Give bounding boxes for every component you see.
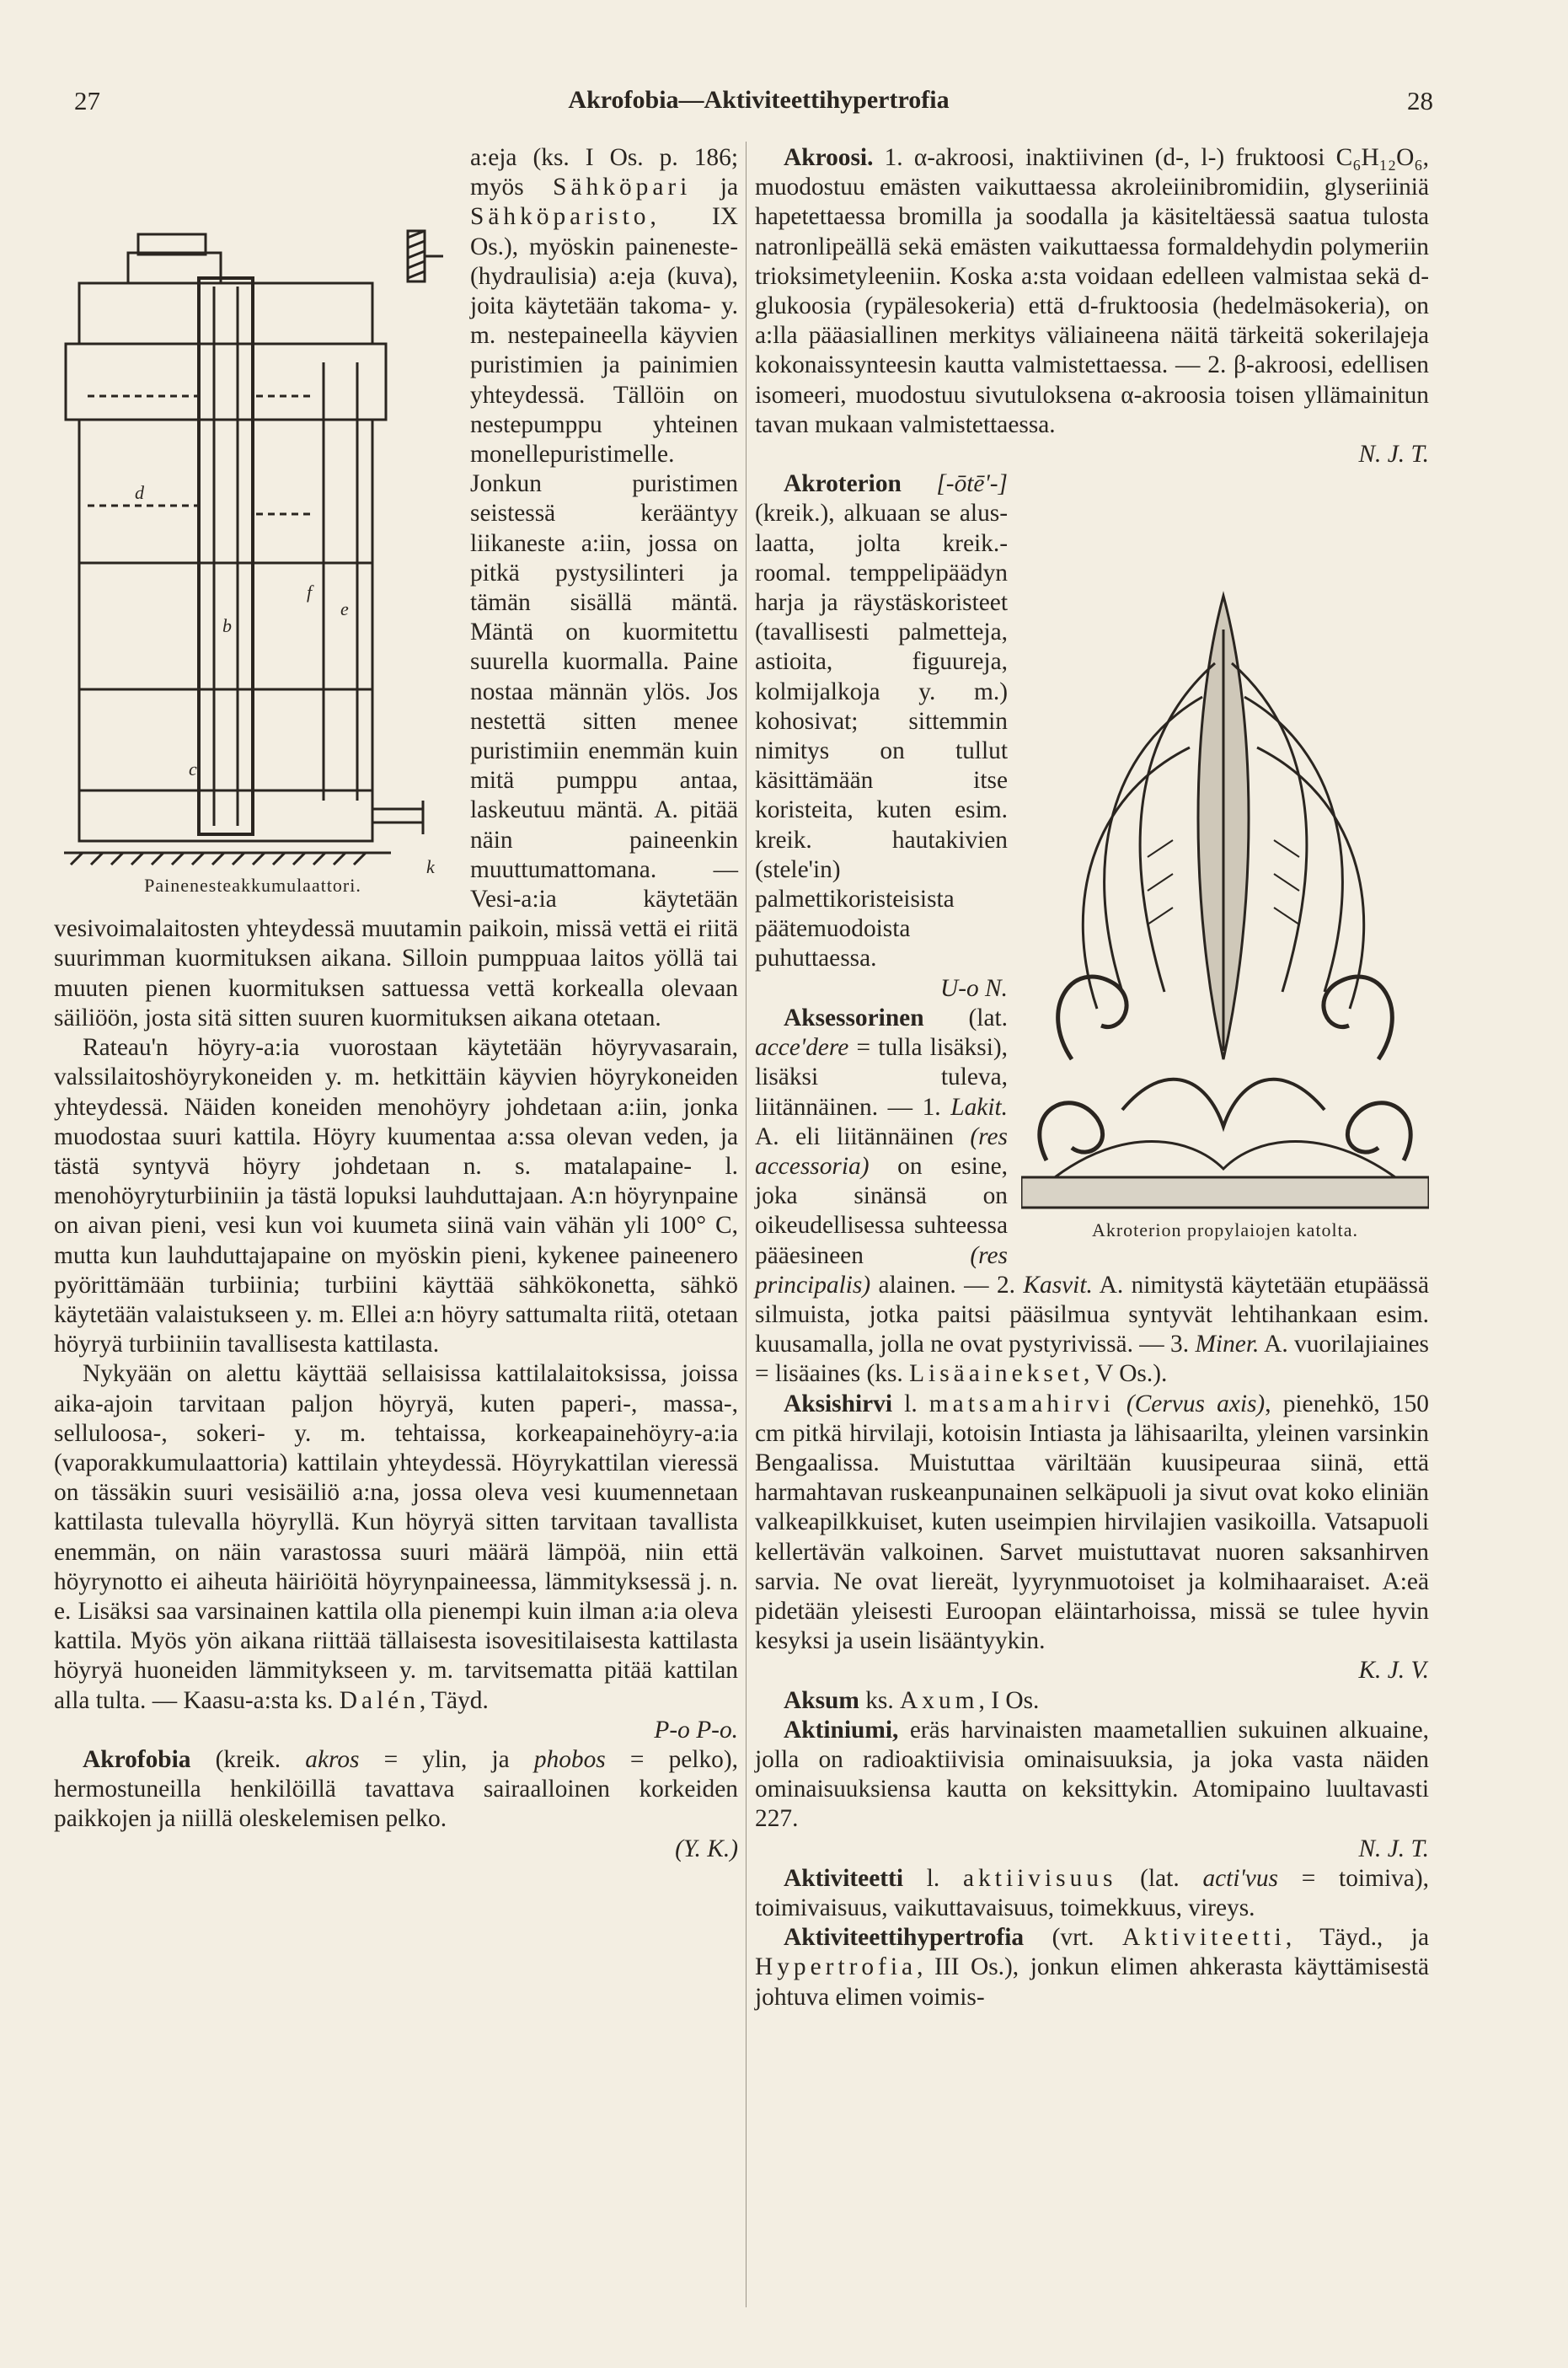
page-number-left: 27 xyxy=(74,86,100,115)
svg-text:e: e xyxy=(340,598,349,619)
signature: N. J. T. xyxy=(1358,441,1429,469)
akroterion-figure xyxy=(1021,469,1429,1243)
signature: N. J. T. xyxy=(1358,1835,1429,1862)
signature: (Y. K.) xyxy=(675,1835,738,1862)
page-number-right: 28 xyxy=(1407,86,1433,115)
entry-aksishirvi: Aksishirvi l. matsamahirvi (Cervus axis), pienehkö, 150 cm pitkä hirvilaji, kotoisin Intiasta ja lähisaarilta, yleinen varsinkin Bengaalissa. Muistuttaa väriltään kuusipeuraa siinä, että harmahtavan ruskeanpunainen selkäpuoli ja sivut ovat koko eliniän valkeapilkkuiset, kuten useimpien hirvilajien vasikoilla. Vatsapuoli kellertävän valkoinen. Sarvet muistuttavat nuoren saksanhirven sarvia. Ne ovat liereät, lyyrynmuotoiset ja kolmihaaraiset. A:eä pidetään yleisesti Euroopan eläintarhoissa, missä se tulee hyvin kesyksi ja usein lisääntyykin. xyxy=(755,1390,1429,1655)
column-divider xyxy=(746,142,747,2307)
entry-akroterion: Akroterion [-ōtē'-] (kreik.), alkuaan se alus-laatta, jolta kreik.-roomal. temppelipäädyn harja ja räystäskoristeet (tavallisesti palmetteja, astioita, figuureja, kolmijalkoja y. m.) kohosivat; sittemmin nimitys on tullut käsittämään itse koristeita, kuten esim. kreik. hautakivien (stele'in) palmettikoristeisista päätemuodoista puhuttaessa. xyxy=(755,470,1008,972)
entry-aksessorinen: Aksessorinen (lat. acce'dere = tulla lisäksi), lisäksi tuleva, liitännäinen. — 1. Lakit. A. eli liitännäinen (res accessoria) on esine, joka sinänsä on oikeudellisessa suhteessa pääesineen (res principalis) alainen. — 2. Kasvit. A. nimitystä käytetään etupäässä silmuista, jotka paitsi pääsilmua syntyvät lehtihankaan esim. kuusamalla, jolla ne ovat pystyrivissä. — 3. Miner. A. vuorilajiaines = lisäaines (ks. Lisäainekset, V Os.). xyxy=(755,1004,1430,1388)
accumulator-caption: Painenesteakkumulaattori. xyxy=(144,875,361,896)
accumulator-figure xyxy=(54,143,452,902)
accumulator-diagram xyxy=(54,143,452,875)
svg-text:b: b xyxy=(222,615,232,636)
entry-aktiviteettihypertrofia: Aktiviteettihypertrofia (vrt. Aktiviteetti, Täyd., ja Hypertrofia, III Os.), jonkun elimen ahkerasta käyttämisestä johtuva elimen voimis- xyxy=(755,1924,1430,2011)
svg-text:f: f xyxy=(307,581,313,603)
paragraph: Rateau'n höyry-a:ia vuorostaan käytetään höyryvasarain, valssilaitoshöyrykoneiden y. m. hetkittäin käyvien höyrykoneiden yhteydessä. Näiden koneiden menohöyry johdetaan a:iin, jonka muodostaa suuri kattila. Höyry kuumentaa a:ssa olevan veden, ja tästä syntyvä höyry johdetaan n. s. matalapaine- l. menohöyryturbiiniin ja tästä lopuksi lauhduttajaan. A:n höyrynpaine on aivan pieni, vesi kun voi kuumeta siinä vain vähän yli 100° C, mutta kun lauhduttajapaine on myöskin pieni, kykenee paineenero pyörittämään turbiinia; turbiini käyttää sähkökonetta, sähkö käytetään valaistukseen y. m. Ellei a:n höyry sattumalta riitä, otetaan höyryä turbiiniin tavallisesta kattilasta. xyxy=(54,1034,738,1358)
akroterion-illustration xyxy=(1021,469,1429,1219)
svg-text:d: d xyxy=(135,482,144,503)
svg-text:k: k xyxy=(426,856,435,875)
signature: U-o N. xyxy=(939,974,1008,1002)
entry-aksum: Aksum ks. Axum, I Os. xyxy=(784,1686,1040,1714)
left-column xyxy=(54,143,738,1864)
paragraph: a:eja (ks. I Os. p. 186; myös Sähköpari ja Sähköparisto, IX Os.), myöskin paineneste- (hydraulisia) a:eja (kuva), joita käytetään takoma- y. m. nestepaineella käyvien puristimien ja painimien yhteydessä. Tällöin on nestepumppu yhteinen monellepuristimelle. Jonkun puristimen seistessä kerääntyy liikaneste a:iin, jossa on pitkä pystysilinteri ja tämän sisällä mäntä. Mäntä on kuormitettu suurella kuormalla. Paine nostaa männän ylös. Jos nestettä sitten menee puristimiin enemmän kuin mitä pumppu antaa, laskeutuu mäntä. A. pitää näin paineenkin muuttumattomana. — Vesi-a:ia käytetään vesivoimalaitosten yhteydessä muutamin paikoin, missä vettä ei riitä suurimman kuormituksen aikana. Silloin pumppuaa laitos yöllä tai muuten pienen kuormituksen sattuessa vettä korkealla olevaan säiliöön, josta sitä sitten suuren kuormituksen aikana otetaan. xyxy=(54,144,738,1031)
entry-aktiviteetti: Aktiviteetti l. aktiivisuus (lat. acti'vus = toimiva), toimivaisuus, vaikuttavaisuus, toimekkuus, vireys. xyxy=(755,1864,1429,1921)
entry-aktiniumi: Aktiniumi, eräs harvinaisten maametallien sukuinen alkuaine, jolla on radioaktiivisia ominaisuuksia, ja joka vasta näiden ominaisuuksiensa kautta on keksittykin. Atomipaino luultavasti 227. xyxy=(755,1716,1429,1833)
paragraph: Nykyään on alettu käyttää sellaisissa kattilalaitoksissa, joissa aika-ajoin tarvitaan paljon höyryä, kuten paperi-, massa-, selluloosa-, sokeri- y. m. tehtaissa, korkeapainehöyry-a:ia (vaporakkumulaattoria) kattilain yhteydessä. Höyrykattilan vieressä on tässäkin suuri vesisäiliö a:na, jossa oleva vesi kuumennetaan kattilasta tulevalla höyryllä. Kun höyryä sitten tarvitaan tavallista enemmän, on näin varastossa suuri määrä lämpöä, niin että höyrynotto ei aiheuta häiriöitä höyrynpaineessa, lämmityksessä j. n. e. Lisäksi saa varsinainen kattila olla pienempi kuin ilman a:ia oleva kattila. Myös yön aikana riittää tällaisesta isovesitilaisesta kattilasta höyryä huoneiden lämmitykseen y. m. tarvitsematta pitää kattilan alla tulta. — Kaasu-a:sta ks. Dalén, Täyd. xyxy=(54,1360,738,1714)
entry-akrofobia: Akrofobia (kreik. akros = ylin, ja phobos = pelko), hermostuneilla henkilöillä tavattava sairaalloinen korkeiden paikkojen ja niillä oleskelemisen pelko. xyxy=(54,1745,738,1833)
page-title: Akrofobia—Aktiviteettihypertrofia xyxy=(568,86,950,114)
svg-text:c: c xyxy=(189,758,197,780)
akroterion-caption: Akroterion propylaiojen katolta. xyxy=(1091,1219,1359,1241)
right-column xyxy=(755,143,1429,2012)
signature: K. J. V. xyxy=(1358,1657,1429,1685)
entry-akroosi: Akroosi. 1. α-akroosi, inaktiivinen (d-, l-) fruktoosi C₆H₁₂O₆, muodostuu emästen vaikuttaessa akroleiinibromidiin, glyseriiniä hapetettaessa bromilla ja soodalla ja käsiteltäessä saatua tulosta natronlipeällä sekä emästen vaikuttaessa formaldehydin polymeriin trioksimetyleeniin. Koska a:sta voidaan edelleen valmistaa sekä d-glukoosia (rypälesokeria) että d-fruktoosia (hedelmäsokeria), on a:lla pääasiallinen merkitys väliaineena näitä tärkeitä sokerilajeja kokonaissynteesin kautta valmistettaessa. — 2. β-akroosi, edellisen isomeeri, muodostuu sivutuloksena α-akroosia toisen yllämainitun tavan mukaan valmistettaessa. xyxy=(755,144,1429,438)
signature: P-o P-o. xyxy=(654,1716,738,1744)
